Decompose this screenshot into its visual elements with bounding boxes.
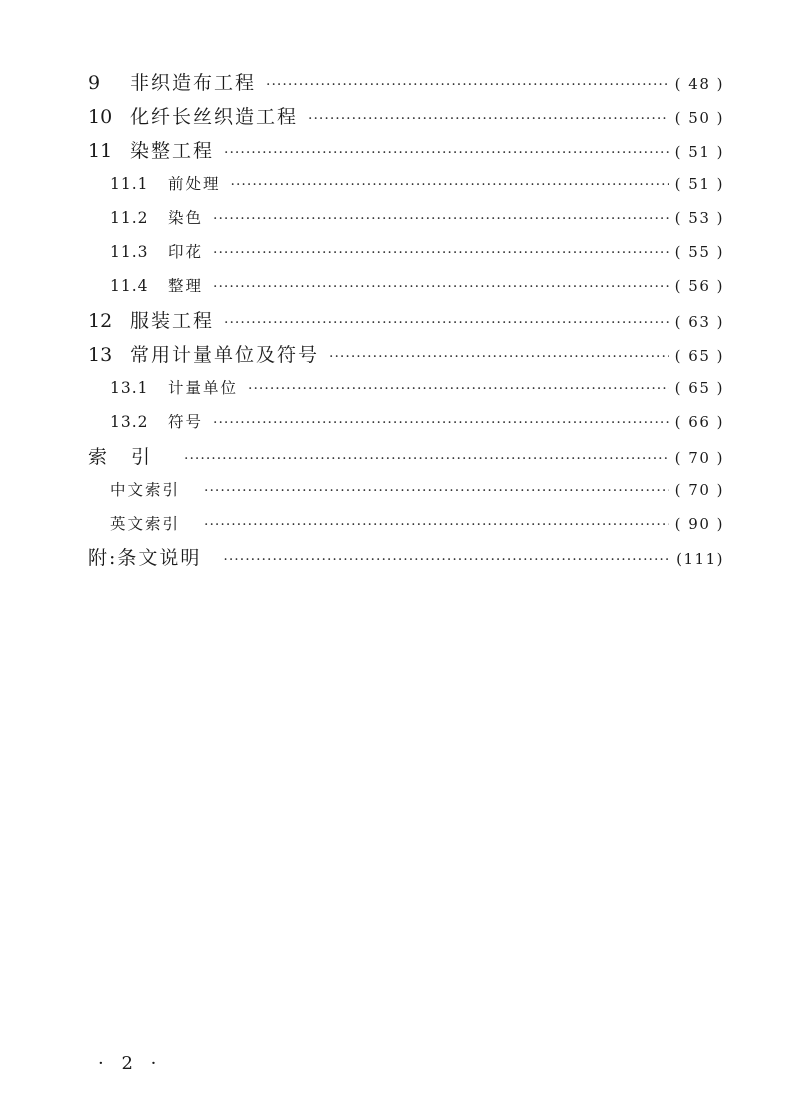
toc-subentry[interactable] bbox=[110, 478, 724, 502]
toc-entry-title: 服装工程 bbox=[130, 310, 215, 332]
toc-entry-number: 9 bbox=[88, 72, 101, 94]
toc-entry-number: 13.1 bbox=[110, 379, 149, 397]
dot-leader bbox=[224, 145, 669, 161]
toc-entry-page: ( 55 ) bbox=[674, 243, 724, 261]
dot-leader bbox=[213, 279, 669, 295]
toc-entry-number: 11.1 bbox=[110, 175, 149, 193]
toc-entry-page: ( 65 ) bbox=[674, 347, 724, 365]
toc-entry-title: 符号 bbox=[168, 413, 204, 431]
toc-entry-page: ( 70 ) bbox=[674, 481, 724, 499]
dot-leader bbox=[224, 315, 669, 331]
toc-subentry[interactable] bbox=[110, 240, 724, 264]
dot-leader bbox=[204, 483, 669, 499]
toc-entry-title: 中文索引 bbox=[110, 481, 181, 499]
toc-entry-number: 11.2 bbox=[110, 209, 149, 227]
dot-leader bbox=[329, 349, 669, 365]
toc-entry-number: 10 bbox=[88, 106, 113, 128]
toc-entry-page: ( 90 ) bbox=[674, 515, 724, 533]
toc-entry[interactable] bbox=[88, 136, 724, 164]
toc-entry-title: 印花 bbox=[168, 243, 204, 261]
dot-leader bbox=[204, 517, 669, 533]
toc-entry-number: 12 bbox=[88, 310, 113, 332]
toc-entry[interactable] bbox=[88, 543, 724, 571]
dot-leader bbox=[213, 415, 669, 431]
toc-entry-page: ( 51 ) bbox=[674, 143, 724, 161]
toc-entry[interactable] bbox=[88, 68, 724, 96]
toc-entry-number: 11 bbox=[88, 140, 113, 162]
toc-subentry[interactable] bbox=[110, 206, 724, 230]
toc-entry-page: ( 48 ) bbox=[674, 75, 724, 93]
toc-entry-title: 整理 bbox=[168, 277, 204, 295]
toc-entry-page: ( 50 ) bbox=[674, 109, 724, 127]
page-number: · 2 · bbox=[98, 1053, 163, 1074]
toc-entry-page: ( 53 ) bbox=[674, 209, 724, 227]
toc-entry-title: 计量单位 bbox=[168, 379, 239, 397]
dot-leader bbox=[248, 381, 669, 397]
toc-entry-page: ( 66 ) bbox=[674, 413, 724, 431]
toc-entry[interactable] bbox=[88, 306, 724, 334]
toc-entry-page: ( 56 ) bbox=[674, 277, 724, 295]
dot-leader bbox=[213, 211, 669, 227]
toc-subentry[interactable] bbox=[110, 410, 724, 434]
toc-entry-page: ( 70 ) bbox=[674, 449, 724, 467]
toc-entry-page: ( 51 ) bbox=[674, 175, 724, 193]
toc-entry-number: 13 bbox=[88, 344, 113, 366]
toc-entry-title: 索引 bbox=[88, 446, 175, 468]
dot-leader bbox=[223, 552, 670, 568]
toc-entry-title: 化纤长丝织造工程 bbox=[130, 106, 299, 128]
toc-entry-title: 常用计量单位及符号 bbox=[130, 344, 320, 366]
toc-entry-title: 非织造布工程 bbox=[130, 72, 257, 94]
toc-subentry[interactable] bbox=[110, 376, 724, 400]
dot-leader bbox=[231, 177, 669, 193]
toc-subentry[interactable] bbox=[110, 274, 724, 298]
toc-subentry[interactable] bbox=[110, 512, 724, 536]
toc-entry-title: 英文索引 bbox=[110, 515, 181, 533]
toc-entry-number: 11.4 bbox=[110, 277, 149, 295]
dot-leader bbox=[308, 111, 669, 127]
toc-entry-title: 染色 bbox=[168, 209, 204, 227]
toc-entry-number: 11.3 bbox=[110, 243, 149, 261]
dot-leader bbox=[184, 451, 669, 467]
toc-entry-page: ( 65 ) bbox=[674, 379, 724, 397]
toc-entry-page: (111) bbox=[676, 550, 724, 568]
toc-entry-title: 附:条文说明 bbox=[88, 547, 202, 569]
toc-entry[interactable] bbox=[88, 442, 724, 470]
toc-entry-page: ( 63 ) bbox=[674, 313, 724, 331]
toc-subentry[interactable] bbox=[110, 172, 724, 196]
dot-leader bbox=[213, 245, 669, 261]
dot-leader bbox=[266, 77, 669, 93]
toc-entry-title: 前处理 bbox=[168, 175, 221, 193]
toc-entry-number: 13.2 bbox=[110, 413, 149, 431]
toc-entry-title: 染整工程 bbox=[130, 140, 215, 162]
toc-entry[interactable] bbox=[88, 340, 724, 368]
toc-entry[interactable] bbox=[88, 102, 724, 130]
